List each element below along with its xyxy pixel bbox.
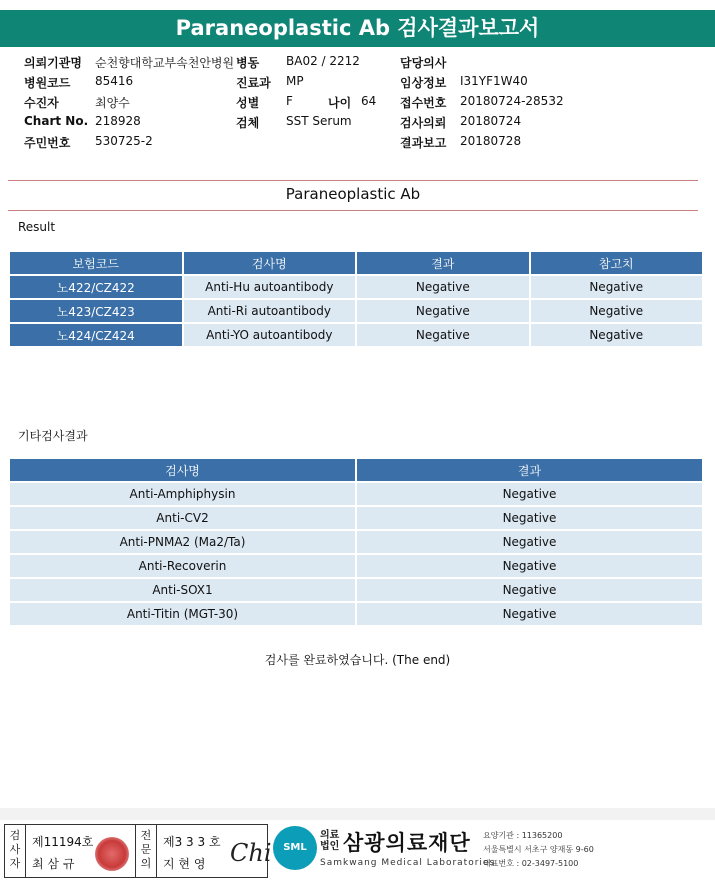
test-name-cell: Anti-PNMA2 (Ma2/Ta)	[10, 531, 355, 553]
seal-stamp	[95, 837, 129, 871]
test-name-cell: Anti-Amphiphysin	[10, 483, 355, 505]
tester-label: 검사자	[9, 829, 21, 870]
section-title: Paraneoplastic Ab	[285, 185, 421, 203]
result-cell: Negative	[357, 507, 702, 529]
info-label: 병동	[236, 56, 260, 70]
insurance-code-cell: 노422/CZ422	[10, 276, 182, 298]
lab-code: 요양기관 : 11365200	[483, 831, 563, 840]
info-row	[24, 94, 704, 114]
table-row	[10, 300, 702, 322]
info-value: 순천향대학교부속천안병원	[95, 56, 235, 70]
info-label: 검사의뢰	[400, 116, 447, 130]
info-row	[24, 134, 704, 154]
insurance-code-cell: 노423/CZ423	[10, 300, 182, 322]
table-row	[10, 531, 702, 553]
tester-name: 최 삼 규	[32, 857, 75, 871]
divider	[8, 180, 698, 181]
info-value: 20180728	[460, 134, 522, 148]
end-text: 검사를 완료하였습니다. (The end)	[264, 653, 451, 667]
info-label: 담당의사	[400, 56, 447, 70]
divider	[156, 825, 157, 877]
test-name-cell: Anti-CV2	[10, 507, 355, 529]
info-row	[24, 54, 704, 74]
table-row	[10, 276, 702, 298]
info-value: 20180724	[460, 114, 522, 128]
divider	[25, 825, 26, 877]
footer-divider	[0, 808, 715, 820]
divider	[135, 825, 136, 877]
table-header-row	[10, 252, 702, 274]
test-name-cell: Anti-YO autoantibody	[184, 324, 356, 346]
result-cell: Negative	[357, 483, 702, 505]
lab-address: 서울특별시 서초구 양재동 9-60	[483, 845, 594, 854]
column-header: 검사명	[10, 459, 355, 481]
info-value: 85416	[95, 74, 134, 88]
info-label: 성별	[236, 96, 260, 110]
info-label: 병원코드	[24, 76, 71, 90]
result-cell: Negative	[357, 531, 702, 553]
result-cell: Negative	[357, 276, 528, 298]
signature-box	[4, 824, 272, 878]
info-value: 530725-2	[95, 134, 153, 148]
table-row	[10, 483, 702, 505]
result-cell: Negative	[357, 579, 702, 601]
info-label: 진료과	[236, 76, 271, 90]
table-row	[10, 507, 702, 529]
info-value: I31YF1W40	[460, 74, 528, 88]
info-value: 20180724-28532	[460, 94, 564, 108]
test-name-cell: Anti-Hu autoantibody	[184, 276, 356, 298]
reference-cell: Negative	[531, 276, 702, 298]
info-label: 접수번호	[400, 96, 447, 110]
specialist-name: 지 현 영	[163, 857, 206, 871]
table-row	[10, 603, 702, 625]
table-row	[10, 579, 702, 601]
report-title: Paraneoplastic Ab 검사결과보고서	[0, 10, 715, 47]
info-label: 검체	[236, 116, 260, 130]
other-tests-table	[8, 457, 704, 627]
test-name-cell: Anti-Titin (MGT-30)	[10, 603, 355, 625]
info-value: SST Serum	[286, 114, 352, 128]
test-name-cell: Anti-SOX1	[10, 579, 355, 601]
info-value: 최양수	[95, 96, 130, 110]
info-value: 218928	[95, 114, 141, 128]
info-value: MP	[286, 74, 304, 88]
column-header: 참고치	[531, 252, 702, 274]
table-row	[10, 555, 702, 577]
specialist-label: 전문의	[140, 829, 152, 870]
info-value: F	[286, 94, 293, 108]
handwritten-signature: Chi	[230, 839, 272, 867]
result-cell: Negative	[357, 603, 702, 625]
table-header-row	[10, 459, 702, 481]
divider	[8, 210, 698, 211]
lab-english-name: Samkwang Medical Laboratories	[320, 858, 496, 868]
column-header: 결과	[357, 459, 702, 481]
test-name-cell: Anti-Recoverin	[10, 555, 355, 577]
lab-phone: 대표번호 : 02-3497-5100	[483, 859, 579, 868]
info-value: BA02 / 2212	[286, 54, 360, 68]
column-header: 결과	[357, 252, 528, 274]
tester-license: 제11194호	[32, 835, 94, 849]
column-header: 검사명	[184, 252, 356, 274]
result-cell: Negative	[357, 555, 702, 577]
info-label: 주민번호	[24, 136, 71, 150]
reference-cell: Negative	[531, 324, 702, 346]
lab-logo	[273, 824, 713, 878]
column-header: 보험코드	[10, 252, 182, 274]
test-name-cell: Anti-Ri autoantibody	[184, 300, 356, 322]
info-row	[24, 74, 704, 94]
reference-cell: Negative	[531, 300, 702, 322]
table-row	[10, 324, 702, 346]
info-row	[24, 114, 704, 134]
result-table	[8, 250, 704, 348]
other-tests-label: 기타검사결과	[18, 429, 88, 443]
logo-small-text: 의료 법인	[320, 830, 340, 852]
result-cell: Negative	[357, 300, 528, 322]
specialist-license: 제3 3 3 호	[163, 835, 221, 849]
info-label: 수진자	[24, 96, 59, 110]
info-label: Chart No.	[24, 114, 89, 128]
sml-logo-icon: SML	[273, 826, 317, 870]
lab-name: 삼광의료재단	[343, 831, 471, 855]
result-label: Result	[18, 220, 56, 234]
result-cell: Negative	[357, 324, 528, 346]
info-label: 결과보고	[400, 136, 447, 150]
info-value: 64	[361, 94, 377, 108]
info-label: 의뢰기관명	[24, 56, 82, 70]
info-label: 임상정보	[400, 76, 447, 90]
info-label: 나이	[328, 96, 352, 110]
insurance-code-cell: 노424/CZ424	[10, 324, 182, 346]
